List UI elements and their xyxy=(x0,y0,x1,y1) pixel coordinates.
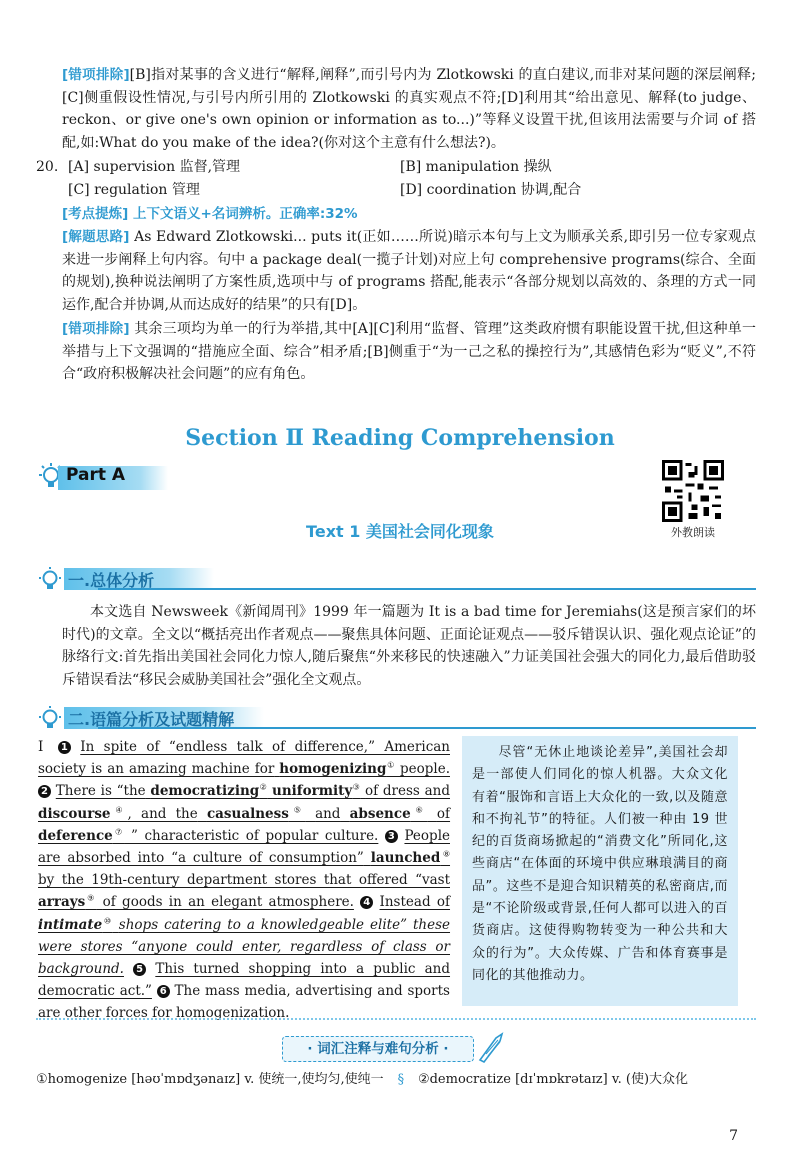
separator-icon: § xyxy=(397,1072,405,1087)
option-d: [D] coordination 协调,配合 xyxy=(400,182,582,198)
error-label: [错项排除] xyxy=(62,67,130,83)
question-number: 20. xyxy=(36,159,59,175)
analysis-heading xyxy=(36,705,756,735)
vocab-entry-2: ②democratize [dɪˈmɒkrətaɪz] v. (使)大众化 xyxy=(417,1072,689,1087)
error-analysis-19 xyxy=(62,64,756,154)
idea-label: [解题思路] xyxy=(62,229,130,245)
sentence-1: In spite of “endless talk of difference,” American society is an amazing machine for homogenizing① people. xyxy=(38,739,450,778)
word-homogenizing: homogenizing xyxy=(279,761,387,778)
overall-heading-label: 一.总体分析 xyxy=(68,571,155,590)
analysis-heading-label: 二.语篇分析及试题精解 xyxy=(68,710,235,729)
word-casualness: casualness xyxy=(206,805,289,822)
sentence-marker-icon: 6 xyxy=(157,985,170,998)
solution-idea xyxy=(62,226,756,316)
qr-code-icon[interactable] xyxy=(662,460,724,522)
section-title: Section Ⅱ Reading Comprehension xyxy=(185,425,615,451)
option-a: [A] supervision 监督,管理 xyxy=(68,159,241,175)
error-analysis-20 xyxy=(62,318,756,386)
option-c: [C] regulation 管理 xyxy=(68,182,200,198)
paragraph-number: Ⅰ xyxy=(38,739,49,755)
overall-heading xyxy=(36,566,756,596)
page-number: 7 xyxy=(729,1128,738,1144)
option-b: [B] manipulation 操纵 xyxy=(400,159,552,175)
translation-box xyxy=(462,736,738,1006)
part-a-heading xyxy=(36,462,166,492)
error-label-2: [错项排除] xyxy=(62,321,130,337)
word-uniformity: uniformity xyxy=(272,783,353,800)
sentence-6: The mass media, advertising and sports are other forces for homogenization. xyxy=(38,983,450,1022)
pen-icon xyxy=(476,1030,506,1064)
vocab-list xyxy=(36,1070,756,1090)
word-absence: absence xyxy=(349,805,411,822)
error-text-20: 其余三项均为单一的行为举措,其中[A][C]利用“监督、管理”这类政府惯有职能设置干扰,但这种单一举措与上下文强调的“措施应全面、综合”相矛盾;[B]侧重于“为一己之私的操控行为”,其感情色彩为“贬义”,不符合“政府积极解决社会问题”的应有角色。 xyxy=(62,321,756,382)
qr-label: 外教朗读 xyxy=(671,526,715,539)
sentence-4: Instead of intimate⑩ shops catering to a knowledgeable elite” these were stores “anyone could enter, regardless of class or background. xyxy=(38,894,451,978)
divider xyxy=(36,1018,756,1020)
word-arrays: arrays xyxy=(38,894,86,911)
point-summary xyxy=(62,203,756,226)
sentence-2: There is “the democratizing② uniformity③ of dress and discourse④, and the casualness⑤ and absence⑥ of deference⑦ ” characteristic of popular culture. xyxy=(38,782,451,844)
part-a-label: Part A xyxy=(66,465,126,485)
sentence-marker-icon: 3 xyxy=(385,830,398,843)
overall-body: 本文选自 Newsweek《新闻周刊》1999 年一篇题为 It is a bad time for Jeremiahs(这是预言家们的坏时代)的文章。全文以“概括亮出作者观点——聚焦具体问题、正面论证观点——驳斥错误认识、强化观点论证”的脉络行文:首先指出美国社会同化力惊人,随后聚焦“外来移民的快速融入”力证美国社会强大的同化力,最后借助驳斥错误看法“移民会威胁美国社会”强化全文观点。 xyxy=(62,604,756,688)
sentence-marker-icon: 1 xyxy=(58,741,71,754)
word-discourse: discourse xyxy=(38,805,111,822)
word-intimate: intimate xyxy=(38,916,103,933)
sentence-marker-icon: 2 xyxy=(38,785,51,798)
sentence-3: People are absorbed into “a culture of consumption” launched⑧ by the 19th-century department stores that offered “vast arrays⑨ of goods in an elegant atmosphere. xyxy=(38,827,451,911)
point-label: [考点提炼] 上下文语义+名词辨析。正确率:32% xyxy=(62,206,358,222)
english-passage xyxy=(38,736,450,1025)
error-text-19: [B]指对某事的含义进行“解释,阐释”,而引号内为 Zlotkowski 的直白建议,而非对某问题的深层阐释;[C]侧重假设性情况,与引号内所引用的 Zlotkowski 的真实观点不符;[D]利用其“给出意见、解释(to judge、reckon、or give one's own opinion or information as to...)”等释义设置干扰,但该用法需要与介词 of 搭配,如:What do you make of the idea?(你对这个主意有什么想法?)。 xyxy=(62,67,757,151)
lightbulb-icon xyxy=(36,566,64,594)
translation-text: 尽管“无休止地谈论差异”,美国社会却是一部使人们同化的惊人机器。大众文化有着“服饰和言语上大众化的一致,以及随意和不拘礼节”的特征。人们被一种由 19 世纪的百货商场掀起的“消费文化”所同化,这些商店“在体面的环境中供应琳琅满目的商品”。这些不是迎合知识精英的私密商店,而是“不论阶级或背景,任何人都可以进入的百货商店。这使得购物转变为一种公共和大众的行为”。大众传媒、广告和体育赛事是同化的其他推动力。 xyxy=(472,745,728,983)
lightbulb-icon xyxy=(36,705,64,733)
word-launched: launched xyxy=(370,850,441,867)
text-title: Text 1 美国社会同化现象 xyxy=(306,522,494,541)
sentence-marker-icon: 5 xyxy=(133,963,146,976)
vocab-title: · 词汇注释与难句分析 · xyxy=(282,1036,474,1062)
vocab-entry-1: ①homogenize [həʊˈmɒdʒənaɪz] v. 使统一,使均匀,使纯一 xyxy=(36,1072,384,1087)
word-democratizing: democratizing xyxy=(150,783,260,800)
sentence-marker-icon: 4 xyxy=(360,896,373,909)
sentence-5: This turned shopping into a public and democratic act.” xyxy=(38,961,451,1000)
word-deference: deference xyxy=(38,827,113,844)
idea-text: As Edward Zlotkowski... puts it(正如……所说)暗示本句与上文为顺承关系,即引另一位专家观点来进一步阐释上句内容。句中 a package deal(一揽子计划)对应上句 comprehensive programs(综合、全面的规划),换种说法阐明了方案性质,选项中与 of programs 搭配,能表示“各部分规划以高效的、条理的方式一同运作,配合并协调,从而达成好的结果”的只有[D]。 xyxy=(62,229,757,313)
